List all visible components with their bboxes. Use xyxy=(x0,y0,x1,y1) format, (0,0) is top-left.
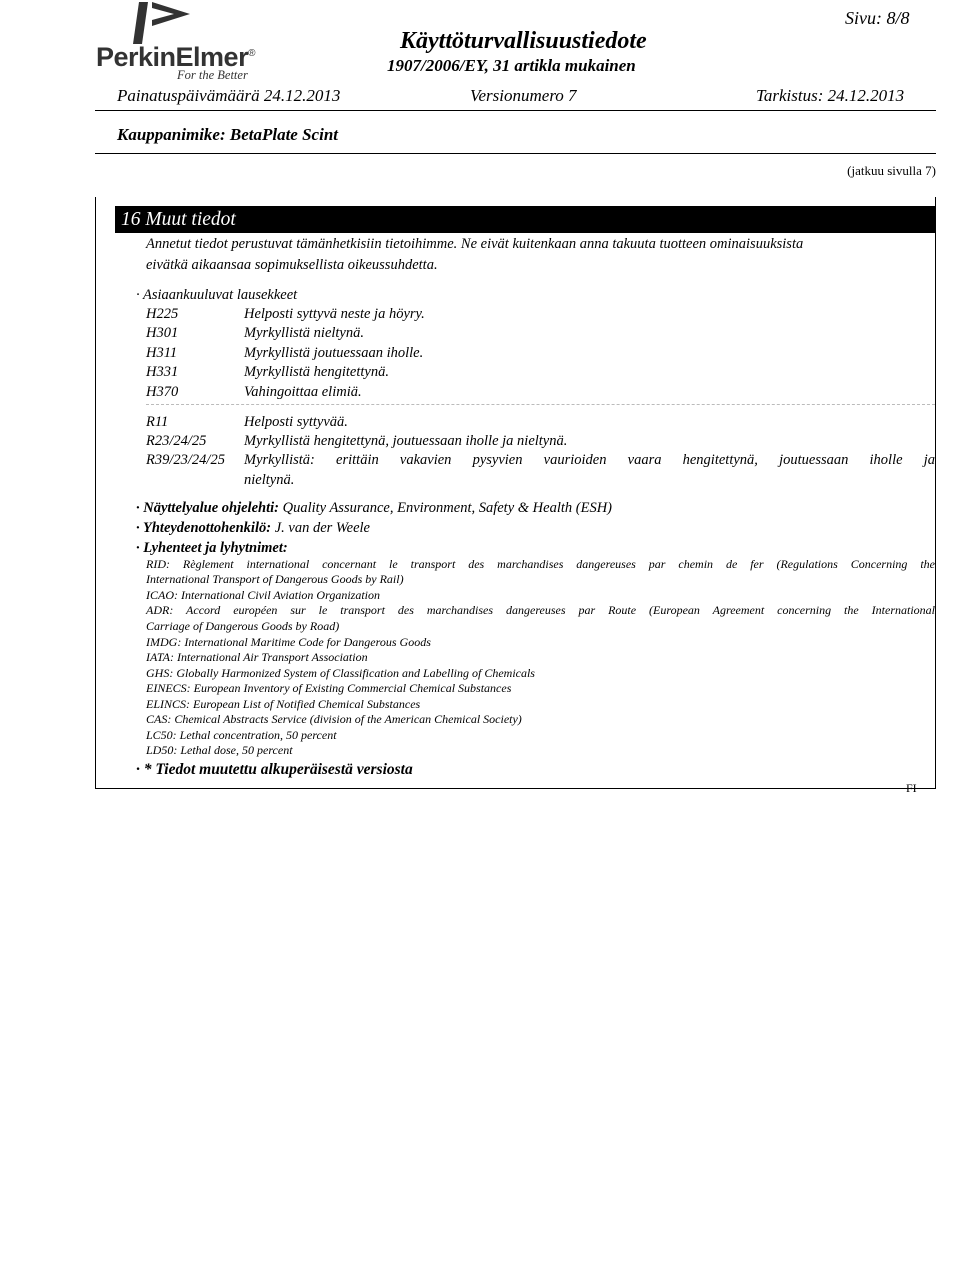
r-phrase-code: R11 xyxy=(146,414,169,430)
contact-section xyxy=(136,520,370,537)
sds-label: · Näyttelyalue ohjelehti: xyxy=(136,500,279,516)
abbreviation-line: IMDG: International Maritime Code for Dangerous Goods xyxy=(146,635,431,649)
h-phrase-text: Myrkyllistä nieltynä. xyxy=(244,325,364,341)
header-rule xyxy=(95,110,936,111)
logo-tagline: For the Better xyxy=(177,68,248,82)
intro-line-2: eivätkä aikaansaa sopimuksellista oikeussuhdetta. xyxy=(146,257,438,273)
h-phrase-code: H301 xyxy=(146,325,179,341)
perkinelmer-logo-icon xyxy=(112,2,192,46)
print-date: Painatuspäivämäärä 24.12.2013 xyxy=(117,86,341,105)
section-heading: 16 Muut tiedot xyxy=(115,206,936,233)
r-phrase-text: Helposti syttyvää. xyxy=(244,414,348,430)
page-number: Sivu: 8/8 xyxy=(845,8,910,28)
abbreviations-heading: · Lyhenteet ja lyhytnimet: xyxy=(136,540,288,556)
abbreviation-line: ICAO: International Civil Aviation Organization xyxy=(146,588,380,602)
abbreviation-line: International Transport of Dangerous Goods by Rail) xyxy=(146,572,404,586)
abbreviation-line: RID: Règlement international concernant le transport des marchandises dangereuses par chemin de fer (Regulations Concerning the xyxy=(146,557,935,571)
r-phrase-text-continued: nieltynä. xyxy=(244,472,295,488)
abbreviation-line: CAS: Chemical Abstracts Service (division of the American Chemical Society) xyxy=(146,712,522,726)
abbreviation-line: LC50: Lethal concentration, 50 percent xyxy=(146,728,337,742)
h-phrase-code: H331 xyxy=(146,364,179,380)
document-title: Käyttöturvallisuustiedote xyxy=(400,28,647,54)
version-number: Versionumero 7 xyxy=(470,86,577,105)
contact-label: · Yhteydenottohenkilö: xyxy=(136,520,272,536)
changed-note: · * Tiedot muutettu alkuperäisestä versiosta xyxy=(136,761,413,778)
sds-value: Quality Assurance, Environment, Safety & Health (ESH) xyxy=(282,500,613,516)
h-phrase-text: Myrkyllistä joutuessaan iholle. xyxy=(244,345,424,361)
abbreviation-line: ADR: Accord européen sur le transport des marchandises dangereuses par Route (European Agreement concerning the International xyxy=(146,603,935,617)
abbreviation-line: IATA: International Air Transport Association xyxy=(146,650,368,664)
abbreviation-line: Carriage of Dangerous Goods by Road) xyxy=(146,619,340,633)
h-phrase-text: Helposti syttyvä neste ja höyry. xyxy=(244,306,425,322)
h-phrase-code: H370 xyxy=(146,384,179,400)
r-phrase-code: R39/23/24/25 xyxy=(146,452,225,468)
abbreviation-line: ELINCS: European List of Notified Chemical Substances xyxy=(146,697,421,711)
h-phrase-code: H311 xyxy=(146,345,178,361)
sds-section xyxy=(136,500,612,517)
abbreviation-line: EINECS: European Inventory of Existing Commercial Chemical Substances xyxy=(146,681,512,695)
phrases-heading: · Asiaankuuluvat lausekkeet xyxy=(136,287,298,303)
r-phrase-code: R23/24/25 xyxy=(146,433,207,449)
regulation-reference: 1907/2006/EY, 31 artikla mukainen xyxy=(387,56,636,75)
intro-line-1: Annetut tiedot perustuvat tämänhetkisiin tietoihimme. Ne eivät kuitenkaan anna takuuta tuotteen ominaisuuksista xyxy=(146,236,804,252)
contact-value: J. van der Weele xyxy=(274,520,370,536)
phrases-divider xyxy=(146,404,935,405)
country-code: FI xyxy=(906,781,917,795)
r-phrase-text: Myrkyllistä hengitettynä, joutuessaan iholle ja nieltynä. xyxy=(244,433,568,449)
abbreviation-line: GHS: Globally Harmonized System of Classification and Labelling of Chemicals xyxy=(146,666,535,680)
abbreviation-line: LD50: Lethal dose, 50 percent xyxy=(146,743,293,757)
revision-date: Tarkistus: 24.12.2013 xyxy=(756,86,905,105)
trade-name: Kauppanimike: BetaPlate Scint xyxy=(117,125,339,144)
trade-name-rule xyxy=(95,153,936,154)
h-phrase-text: Vahingoittaa elimiä. xyxy=(244,384,362,400)
h-phrase-text: Myrkyllistä hengitettynä. xyxy=(244,364,389,380)
r-phrase-text: Myrkyllistä: erittäin vakavien pysyvien vaurioiden vaara hengitettynä, joutuessaan iholle ja xyxy=(244,452,935,468)
h-phrase-code: H225 xyxy=(146,306,179,322)
continued-note: (jatkuu sivulla 7) xyxy=(847,163,936,178)
logo-wordmark: PerkinElmer® xyxy=(96,42,255,72)
